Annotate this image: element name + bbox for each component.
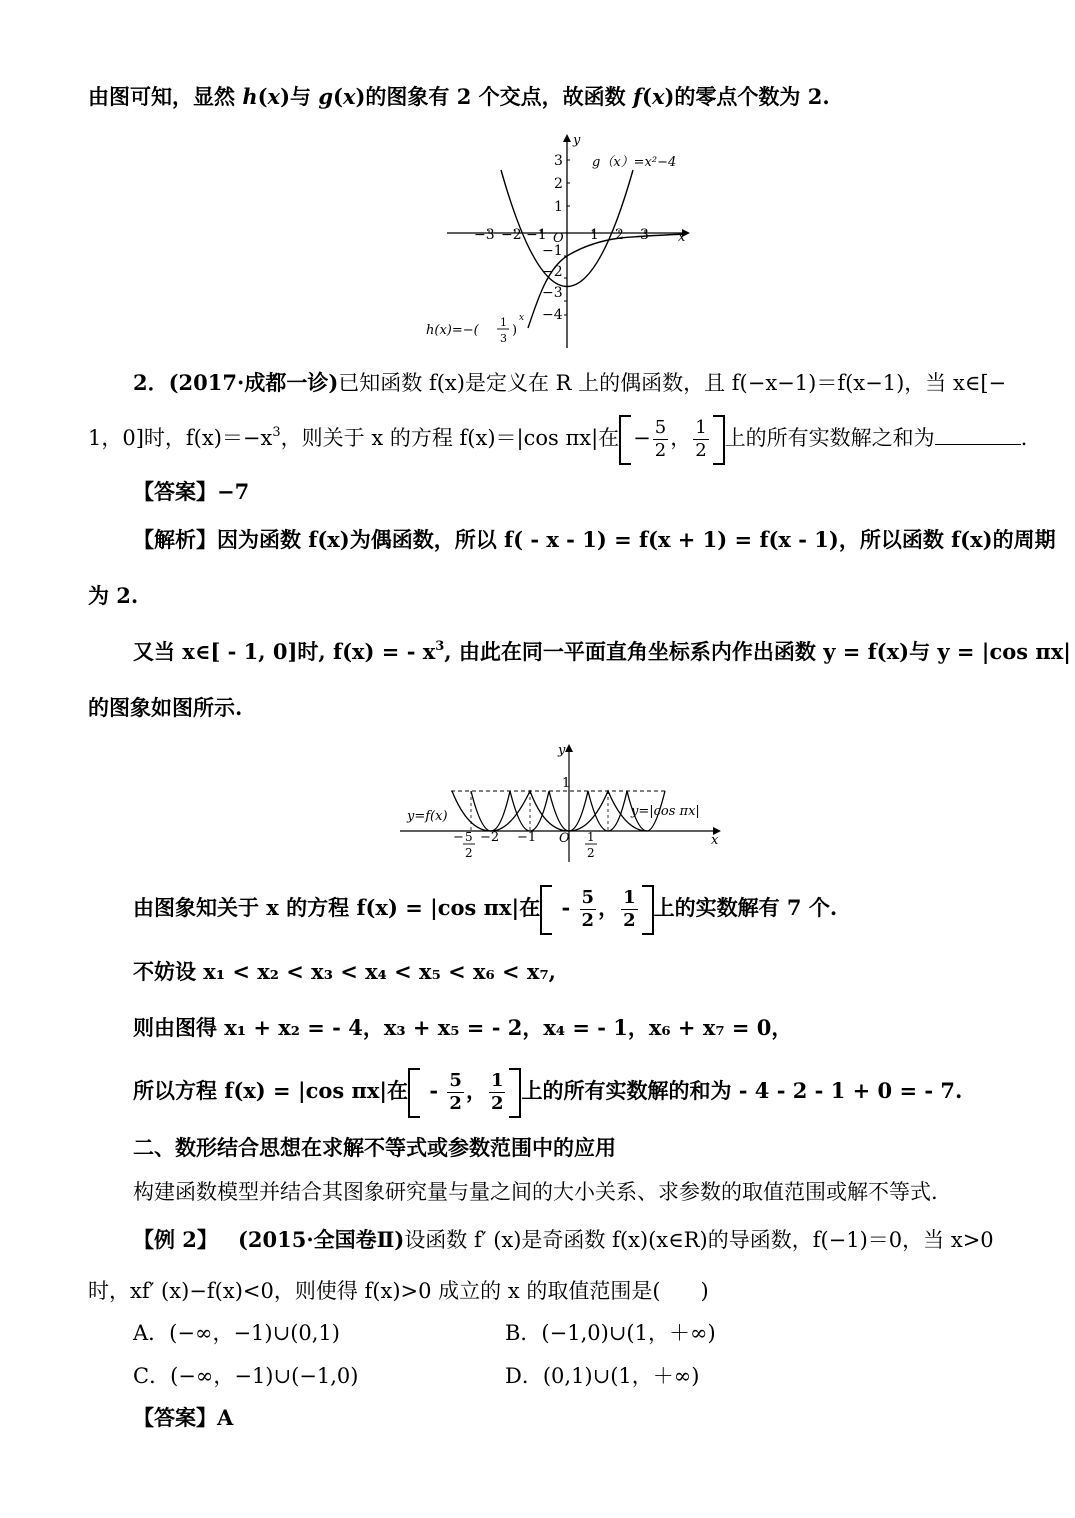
y-tick-label: −2 xyxy=(542,264,563,280)
f-symbol: f xyxy=(632,84,642,109)
section2-desc: 构建函数模型并结合其图象研究量与量之间的大小关系、求参数的取值范围或解不等式. xyxy=(133,1180,938,1204)
graph-f-cos xyxy=(395,740,730,868)
example-source: (2015·全国卷Ⅱ) xyxy=(237,1227,405,1252)
svg-text:1: 1 xyxy=(500,316,507,329)
h-symbol: h xyxy=(242,84,258,109)
analysis-line4: 的图象如图所示. xyxy=(88,695,243,720)
analysis-label: 【解析】 xyxy=(133,527,217,552)
svg-text:x: x xyxy=(519,313,525,323)
right-bracket xyxy=(509,1068,521,1118)
example2-line2: 时，xf′ (x)−f(x)<0，则使得 f(x)>0 成立的 x 的取值范围是( ) xyxy=(88,1279,709,1303)
x-tick-label: 3 xyxy=(640,227,649,243)
option-d[interactable]: D．(0,1)∪(1，＋∞) xyxy=(505,1364,700,1388)
tick-neg-1: −1 xyxy=(517,830,537,845)
answer-blank xyxy=(935,424,1021,445)
x-tick-label: −1 xyxy=(526,227,547,243)
analysis-line2: 为 2. xyxy=(88,583,139,608)
g-symbol: g xyxy=(318,84,333,109)
x-tick-label: 2 xyxy=(615,227,624,243)
problem2-line1 xyxy=(133,368,1006,398)
graph-g-h xyxy=(420,128,700,353)
fraction-5-2: $\frac{5}{2}$ xyxy=(654,417,667,461)
left-bracket xyxy=(619,415,631,465)
h-label xyxy=(426,313,524,345)
x-tick-label: 1 xyxy=(590,227,599,243)
conclusion-line4: 所以方程 f(x) = |cos πx|在 - $\frac{5}{2}$ ， $\frac{1}{2}$ 上的所有实数解的和为 - 4 - 2 - 1 + 0 = - 7. xyxy=(133,1066,962,1118)
answer-value: −7 xyxy=(217,479,250,504)
svg-text:h(x)=−(: h(x)=−( xyxy=(426,323,479,338)
y-tick-label: −4 xyxy=(542,307,563,323)
fraction-5-2: $\frac{5}{2}$ xyxy=(581,887,595,931)
svg-text:−: − xyxy=(453,830,464,845)
intro-text-2: 与 xyxy=(290,84,319,109)
problem-number: 2． xyxy=(133,370,169,395)
y-axis-arrow xyxy=(565,744,573,752)
left-bracket xyxy=(408,1068,420,1118)
x-symbol: x xyxy=(651,84,665,109)
intro-text-1: 由图可知，显然 xyxy=(88,84,243,109)
f-label: y=f(x) xyxy=(407,809,448,824)
y-axis-arrow xyxy=(563,134,571,142)
fraction-1-2: $\frac{1}{2}$ xyxy=(490,1070,504,1114)
svg-text:2: 2 xyxy=(587,846,595,860)
origin-label: O xyxy=(553,231,564,246)
svg-text:3: 3 xyxy=(500,332,507,345)
answer-label: 【答案】 xyxy=(133,479,217,504)
fraction-5-2: $\frac{5}{2}$ xyxy=(449,1070,462,1114)
tick-neg-5-2: 5 xyxy=(465,830,473,844)
conclusion-line2: 不妨设 x₁ < x₂ < x₃ < x₄ < x₅ < x₆ < x₇, xyxy=(133,959,556,984)
intro-text-3: 的图象有 2 个交点，故函数 xyxy=(365,84,633,109)
conclusion-line1: 由图象知关于 x 的方程 f(x) = |cos πx|在 - $\frac{5}{2}$ ， $\frac{1}{2}$ 上的实数解有 7 个. xyxy=(133,883,837,935)
option-a[interactable]: A．(−∞，−1)∪(0,1) xyxy=(133,1321,340,1345)
x-tick-label: −3 xyxy=(474,227,495,243)
left-bracket xyxy=(540,885,552,935)
problem-source: (2017·成都一诊) xyxy=(168,370,339,395)
x-axis-label: x xyxy=(711,833,719,848)
problem-text: 已知函数 f(x)是定义在 R 上的偶函数，且 f(−x−1)＝f(x−1)，当 x∈[− xyxy=(338,371,1007,395)
intro-text-4: 的零点个数为 2. xyxy=(674,84,830,109)
y-axis-label: y xyxy=(573,133,581,148)
intro-line: 由图可知，显然 h(x)与 g(x)的图象有 2 个交点，故函数 f(x)的零点个数为 2. xyxy=(88,84,830,109)
x-axis-label: x xyxy=(678,230,686,245)
y-axis-label: y xyxy=(558,743,566,758)
right-bracket xyxy=(713,415,725,465)
y-tick-1: 1 xyxy=(562,776,571,791)
y-tick-label: −3 xyxy=(542,285,563,301)
option-c[interactable]: C．(−∞，−1)∪(−1,0) xyxy=(133,1364,359,1388)
example-label: 【例 2】 xyxy=(133,1227,218,1252)
section2-heading: 二、数形结合思想在求解不等式或参数范围中的应用 xyxy=(133,1135,616,1160)
tick-neg-2: −2 xyxy=(480,830,500,845)
x-symbol: x xyxy=(267,84,281,109)
y-tick-label: −1 xyxy=(542,243,563,259)
svg-text:2: 2 xyxy=(465,846,473,860)
cos-label: y=|cos πx| xyxy=(631,804,700,819)
analysis-line3: 又当 x∈[ - 1, 0]时, f(x) = - $x^3$, 由此在同一平面直角坐标系内作出函数 y = f(x)与 y = |cos πx| xyxy=(133,639,1071,664)
fraction-1-2: $\frac{1}{2}$ xyxy=(695,417,707,461)
answer-line xyxy=(133,477,249,507)
example2-line1: 【例 2】 (2015·全国卷Ⅱ)设函数 f′ (x)是奇函数 f(x)(x∈R)的导函数，f(−1)＝0，当 x>0 xyxy=(133,1227,994,1252)
tick-1-2: 1 xyxy=(587,830,595,844)
f-curve xyxy=(452,791,647,831)
fraction-1-2: $\frac{1}{2}$ xyxy=(623,887,636,931)
conclusion-line3: 则由图得 x₁ + x₂ = - 4，x₃ + x₅ = - 2，x₄ = - 1，x₆ + x₇ = 0， xyxy=(133,1015,793,1040)
y-tick-label: 2 xyxy=(554,176,563,192)
option-b[interactable]: B．(−1,0)∪(1，＋∞) xyxy=(505,1321,716,1345)
g-label: g（x）=x²−4 xyxy=(592,155,677,170)
x-tick-label: −2 xyxy=(501,227,522,243)
y-tick-label: 1 xyxy=(554,199,563,215)
problem2-line2: 1，0]时，$f(x)=-x^3$，则关于 x 的方程 f(x)＝|cos πx|在 − $\frac{5}{2}$ ， $\frac{1}{2}$ 上的所有实数解之和为 ． xyxy=(88,413,1042,465)
origin-label: O xyxy=(559,831,570,846)
analysis-line1: 【解析】因为函数 f(x)为偶函数，所以 f( - x - 1) = f(x + 1) = f(x - 1)，所以函数 f(x)的周期 xyxy=(133,527,1056,552)
example2-answer: 【答案】A xyxy=(133,1405,234,1430)
y-tick-label: 3 xyxy=(554,153,563,169)
svg-text:): ) xyxy=(512,323,518,338)
right-bracket xyxy=(642,885,654,935)
x-symbol: x xyxy=(342,84,356,109)
